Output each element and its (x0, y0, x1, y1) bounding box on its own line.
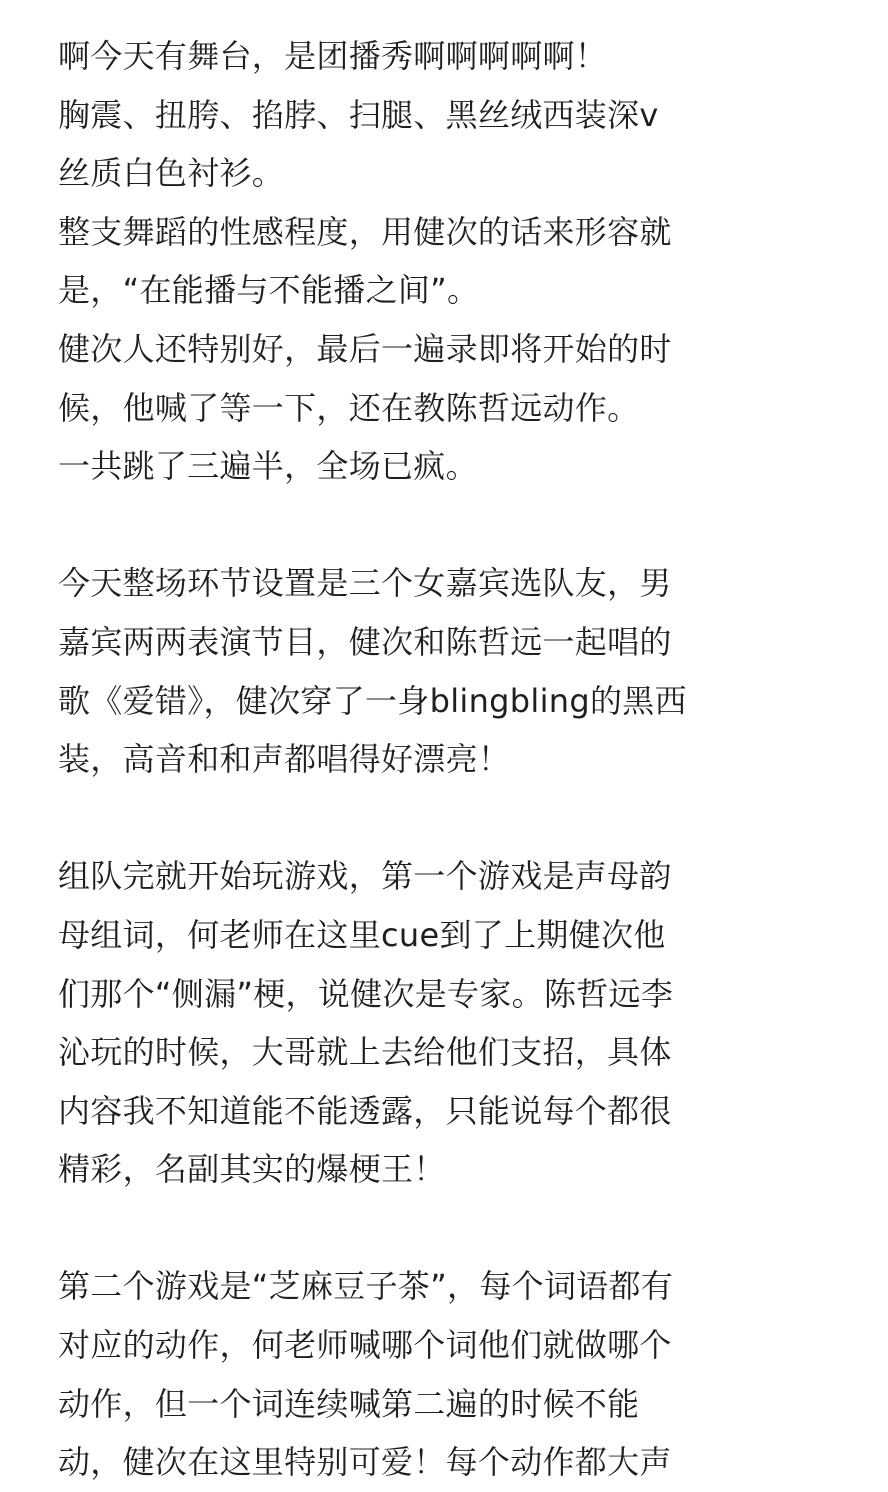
text-line: 一共跳了三遍半，全场已疯。 (58, 447, 478, 486)
text-line: 动作，但一个词连续喊第二遍的时候不能 (58, 1384, 640, 1423)
text-line: 啊今天有舞台，是团播秀啊啊啊啊啊！ (58, 37, 608, 75)
article-body (58, 27, 858, 1492)
text-line: 丝质白色衬衫。 (58, 154, 285, 193)
text-line: 今天整场环节设置是三个女嘉宾选队友，男 (58, 564, 672, 603)
text-line: 歌《爱错》，健次穿了一身blingbling的黑西 (58, 681, 687, 720)
text-line: 装，高音和和声都唱得好漂亮！ (58, 740, 511, 779)
text-line: 对应的动作，何老师喊哪个词他们就做哪个 (58, 1326, 672, 1365)
paragraph-gap (58, 789, 858, 848)
text-line: 精彩，名副其实的爆梗王！ (58, 1150, 446, 1189)
text-line: 嘉宾两两表演节目，健次和陈哲远一起唱的 (58, 622, 672, 661)
text-line: 们那个“侧漏”梗，说健次是专家。陈哲远李 (58, 974, 674, 1013)
text-line: 动，健次在这里特别可爱！每个动作都大声 (58, 1443, 672, 1482)
text-line: 胸震、扭胯、掐脖、扫腿、黑丝绒西装深v (58, 95, 659, 134)
text-line: 母组词，何老师在这里cue到了上期健次他 (58, 915, 666, 954)
text-line: 候，他喊了等一下，还在教陈哲远动作。 (58, 388, 640, 427)
text-line: 内容我不知道能不能透露，只能说每个都很 (58, 1091, 672, 1130)
text-line: 第二个游戏是“芝麻豆子茶”，每个词语都有 (58, 1267, 674, 1306)
text-line: 是，“在能播与不能播之间”。 (58, 271, 480, 310)
text-line: 健次人还特别好，最后一遍录即将开始的时 (58, 329, 672, 368)
text-line: 沁玩的时候，大哥就上去给他们支招，具体 (58, 1033, 672, 1072)
paragraph-gap (58, 496, 858, 555)
paragraph-gap (58, 1199, 858, 1258)
text-line: 整支舞蹈的性感程度，用健次的话来形容就 (58, 212, 672, 251)
text-line: 组队完就开始玩游戏，第一个游戏是声母韵 (58, 857, 672, 896)
